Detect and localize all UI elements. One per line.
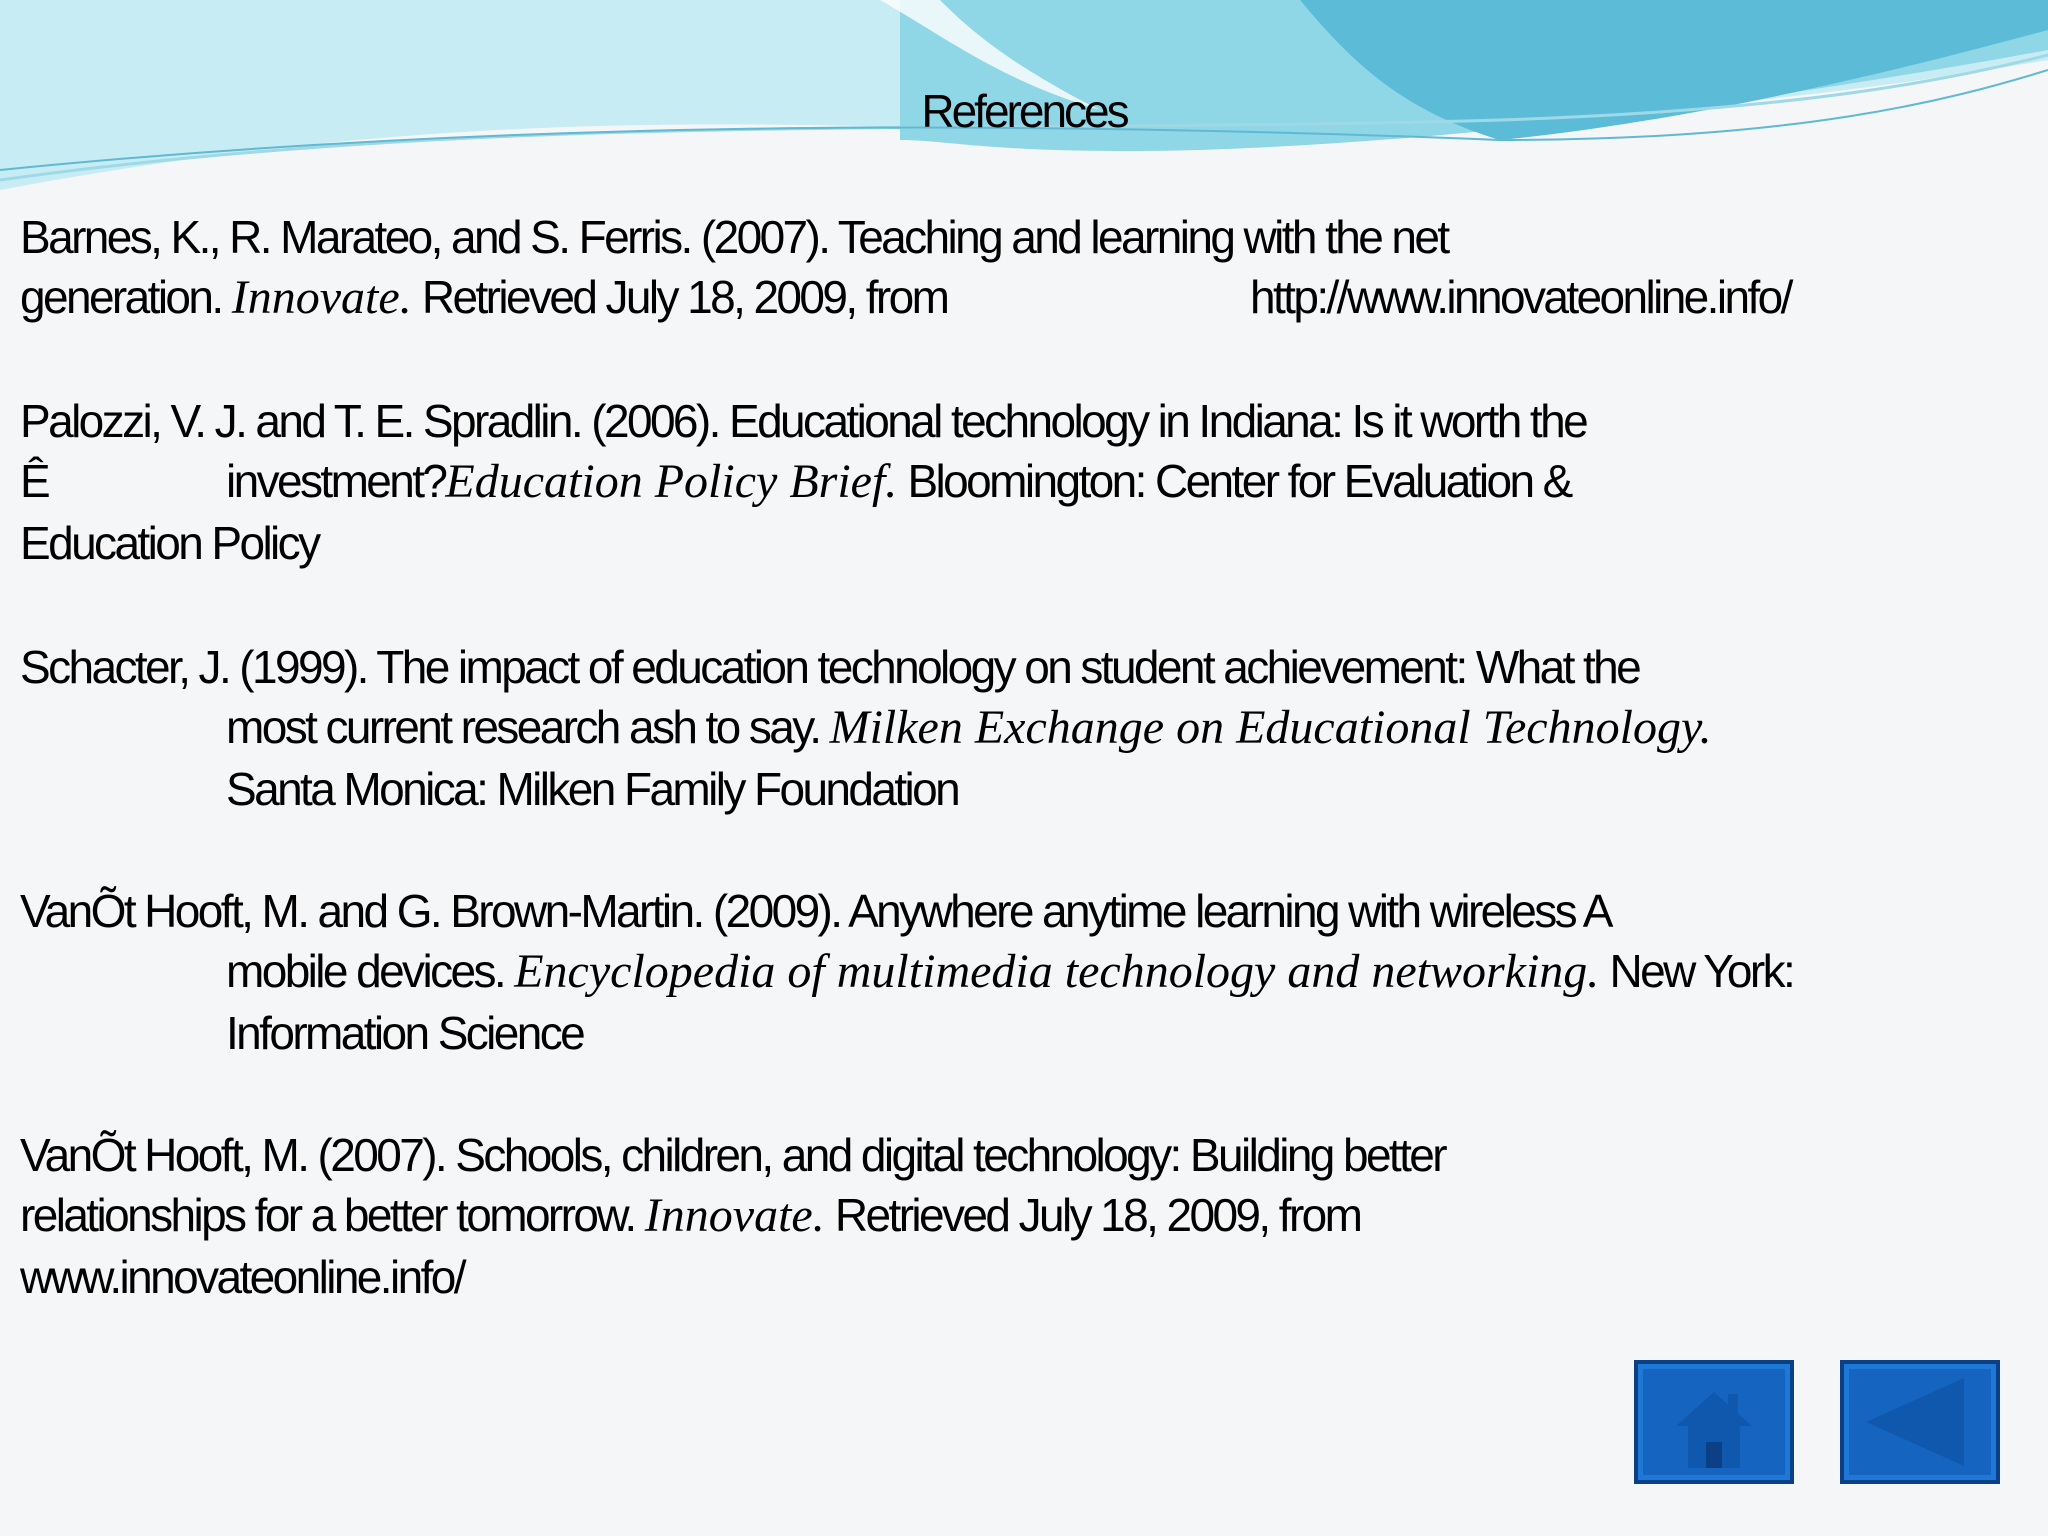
ref5-line2 (20, 1189, 1361, 1242)
ref4-text: mobile devices. (226, 945, 515, 997)
ref3-line3: Santa Monica: Milken Family Foundation (226, 763, 959, 815)
ref1-line2 (20, 271, 948, 324)
back-button[interactable] (1840, 1360, 2000, 1484)
ref4-line1: VanÕt Hooft, M. and G. Brown-Martin. (2009). Anywhere anytime learning with wireless A (20, 885, 1611, 937)
ref5-url-link[interactable]: www.innovateonline.info/ (20, 1251, 464, 1303)
ref4-publisher: New York: (1599, 945, 1794, 997)
ref4-line3: Information Science (226, 1007, 584, 1059)
home-icon (1638, 1364, 1790, 1480)
home-button[interactable] (1634, 1360, 1794, 1484)
ref3-line1: Schacter, J. (1999). The impact of education technology on student achievement: What the (20, 641, 1640, 693)
ref1-retrieved: Retrieved July 18, 2009, from (411, 271, 948, 323)
ref5-retrieved: Retrieved July 18, 2009, from (824, 1189, 1361, 1241)
ref2-line3: Education Policy (20, 517, 319, 569)
ref1-text: generation. (20, 271, 232, 323)
ref1-journal: Innovate. (231, 271, 412, 324)
ref2-text: investment? (226, 455, 446, 507)
ref2-publisher: Bloomington: Center for Evaluation & (897, 455, 1571, 507)
ref2-line2 (226, 455, 1571, 508)
ref4-journal: Encyclopedia of multimedia technology and networking. (514, 945, 1600, 998)
ref5-text: relationships for a better tomorrow. (20, 1189, 645, 1241)
ref1-line1: Barnes, K., R. Marateo, and S. Ferris. (2007). Teaching and learning with the net (20, 211, 1448, 263)
ref5-line1: VanÕt Hooft, M. (2007). Schools, children, and digital technology: Building better (20, 1129, 1445, 1181)
ref3-journal: Milken Exchange on Educational Technology. (829, 701, 1712, 754)
ref3-text: most current research ash to say. (226, 701, 830, 753)
ref5-journal: Innovate. (644, 1189, 825, 1242)
ref2-journal: Education Policy Brief. (445, 455, 898, 508)
back-arrow-icon (1844, 1364, 1996, 1480)
ref1-url-link[interactable]: http://www.innovateonline.info/ (1250, 271, 1791, 323)
ref2-bullet: Ê (20, 455, 49, 507)
page-title: References (921, 85, 1127, 137)
ref3-line2 (226, 701, 1712, 754)
ref4-line2 (226, 945, 1794, 998)
ref2-line1: Palozzi, V. J. and T. E. Spradlin. (2006). Educational technology in Indiana: Is it worth the (20, 395, 1587, 447)
